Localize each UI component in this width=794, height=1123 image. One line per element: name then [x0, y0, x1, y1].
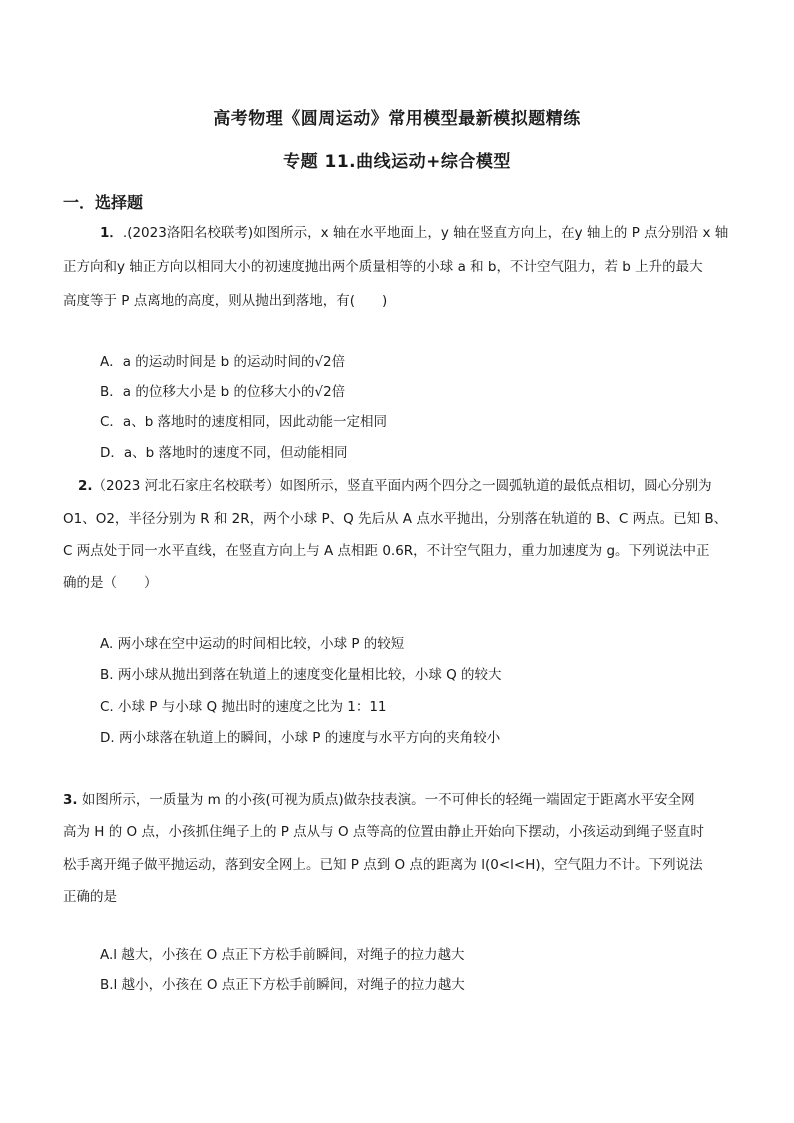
question-2-option-a: A. 两小球在空中运动的时间相比较，小球 P 的较短 — [100, 636, 405, 652]
section-heading: 一．选择题 — [63, 193, 144, 212]
question-2-line-2: O1、O2，半径分别为 R 和 2R，两个小球 P、Q 先后从 A 点水平抛出，分别落在轨道的 B、C 两点。已知 B、 — [63, 511, 728, 527]
question-2-line-1 — [78, 477, 712, 495]
document-title: 高考物理《圆周运动》常用模型最新模拟题精练 — [213, 109, 581, 129]
question-3-line-4: 正确的是 — [63, 889, 117, 905]
question-1-line-2: 正方向和y 轴正方向以相同大小的初速度抛出两个质量相等的小球 a 和 b，不计空气阻力，若 b 上升的最大 — [63, 259, 703, 275]
question-2-option-d: D. 两小球落在轨道上的瞬间，小球 P 的速度与水平方向的夹角较小 — [100, 730, 501, 746]
question-2-option-c: C. 小球 P 与小球 Q 抛出时的速度之比为 1：11 — [100, 699, 387, 715]
question-1-option-d: D．a、b 落地时的速度不同，但动能相同 — [100, 445, 348, 461]
document-subtitle: 专题 11.曲线运动+综合模型 — [283, 152, 511, 172]
question-3-line-1 — [63, 791, 695, 809]
question-2-number: 2. — [78, 478, 93, 494]
question-2-line-3: C 两点处于同一水平直线，在竖直方向上与 A 点相距 0.6R，不计空气阻力，重力加速度为 g。下列说法中正 — [63, 543, 710, 559]
question-1-option-c: C．a、b 落地时的速度相同，因此动能一定相同 — [100, 414, 388, 430]
question-2-text-1: （2023 河北石家庄名校联考）如图所示，竖直平面内两个四分之一圆弧轨道的最低点相切，圆心分别为 — [92, 478, 712, 494]
question-1-line-3: 高度等于 P 点离地的高度，则从抛出到落地，有( ) — [63, 293, 388, 309]
question-1-option-a: A．a 的运动时间是 b 的运动时间的√2倍 — [100, 354, 346, 370]
question-3-option-a: A.l 越大，小孩在 O 点正下方松手前瞬间，对绳子的拉力越大 — [100, 947, 465, 963]
question-3-option-b: B.l 越小，小孩在 O 点正下方松手前瞬间，对绳子的拉力越大 — [100, 977, 465, 993]
question-1-text-1: .(2023洛阳名校联考)如图所示，x 轴在水平地面上，y 轴在竖直方向上，在y 轴上的 P 点分别沿 x 轴 — [122, 225, 729, 241]
question-2-line-4: 确的是（ ） — [63, 575, 158, 591]
question-3-text-1: 如图所示，一质量为 m 的小孩(可视为质点)做杂技表演。一不可伸长的轻绳一端固定于距离水平安全网 — [77, 792, 695, 808]
question-3-line-2: 高为 H 的 O 点，小孩抓住绳子上的 P 点从与 O 点等高的位置由静止开始向下摆动，小孩运动到绳子竖直时 — [63, 824, 704, 840]
question-1-option-b: B．a 的位移大小是 b 的位移大小的√2倍 — [100, 384, 346, 400]
question-1-line-1 — [100, 224, 728, 242]
question-2-option-b: B. 两小球从抛出到落在轨道上的速度变化量相比较，小球 Q 的较大 — [100, 667, 502, 683]
question-1-number: 1． — [100, 225, 123, 241]
question-3-line-3: 松手离开绳子做平抛运动，落到安全网上。已知 P 点到 O 点的距离为 l(0<l<H)，空气阻力不计。下列说法 — [63, 857, 703, 873]
question-3-number: 3. — [63, 792, 78, 808]
